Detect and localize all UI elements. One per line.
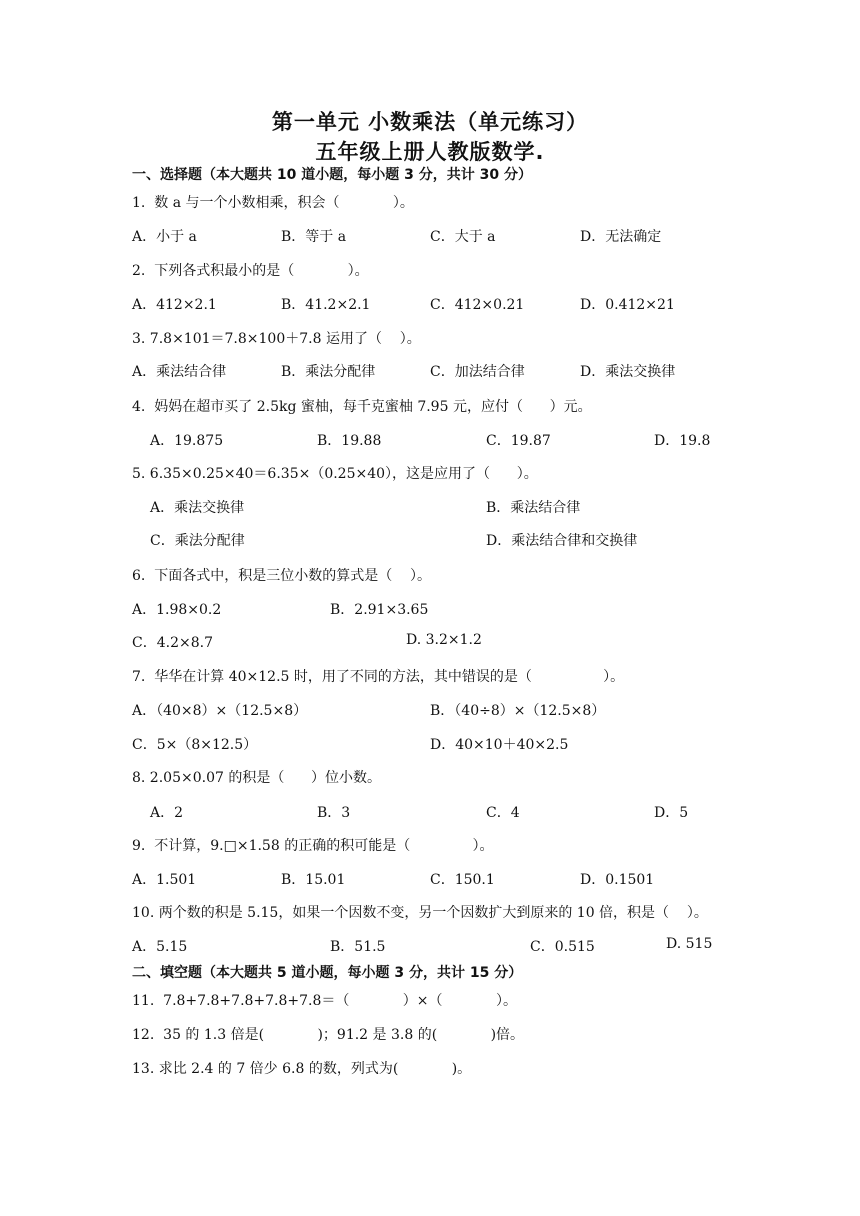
q5-option-c: C．乘法分配律 [150,533,245,549]
q3-option-a: A．乘法结合律 [132,364,227,380]
question-3: 3. 7.8×101＝7.8×100＋7.8 运用了（ ）。 [132,331,421,347]
q6-option-c: C．4.2×8.7 [132,635,213,651]
question-11: 11. 7.8+7.8+7.8+7.8+7.8＝（ ）×（ ）。 [132,993,517,1009]
section-heading-fill: 二、填空题（本大题共 5 道小题，每小题 3 分，共计 15 分） [132,965,523,981]
question-12: 12. 35 的 1.3 倍是( )；91.2 是 3.8 的( )倍。 [132,1027,525,1043]
q2-option-c: C．412×0.21 [430,297,525,313]
q2-option-a: A．412×2.1 [132,297,217,313]
q8-option-c: C．4 [486,805,520,821]
q9-option-b: B．15.01 [281,872,346,888]
question-8: 8. 2.05×0.07 的积是（ ）位小数。 [132,770,382,786]
q1-option-b: B．等于 a [281,229,347,245]
q7-option-d: D．40×10＋40×2.5 [430,737,569,753]
q4-option-b: B．19.88 [317,433,382,449]
q3-option-d: D．乘法交换律 [580,364,676,380]
q3-option-b: B．乘法分配律 [281,364,376,380]
q4-option-d: D．19.8 [654,433,711,449]
question-7: 7. 华华在计算 40×12.5 时，用了不同的方法，其中错误的是（ ）。 [132,669,625,685]
question-1: 1. 数 a 与一个小数相乘，积会（ ）。 [132,195,414,211]
question-5: 5. 6.35×0.25×40＝6.35×（0.25×40），这是应用了（ ）。 [132,466,538,482]
q2-option-b: B．41.2×2.1 [281,297,371,313]
q10-option-b: B．51.5 [330,939,386,955]
q9-option-d: D．0.1501 [580,872,655,888]
q8-option-b: B．3 [317,805,351,821]
q6-option-b: B．2.91×3.65 [330,602,429,618]
q10-option-a: A．5.15 [132,939,188,955]
q9-option-c: C．150.1 [430,872,495,888]
q5-option-a: A．乘法交换律 [150,500,245,516]
q10-option-d: D. 515 [666,936,713,952]
question-13: 13. 求比 2.4 的 7 倍少 6.8 的数，列式为( )。 [132,1061,472,1077]
q5-option-b: B．乘法结合律 [486,500,581,516]
q6-option-a: A．1.98×0.2 [132,602,222,618]
q7-option-b: B．（40÷8）×（12.5×8） [430,703,606,719]
question-6: 6. 下面各式中，积是三位小数的算式是（ ）。 [132,568,432,584]
q8-option-d: D．5 [654,805,689,821]
q1-option-a: A．小于 a [132,229,197,245]
q5-option-d: D．乘法结合律和交换律 [486,533,638,549]
question-4: 4. 妈妈在超市买了 2.5kg 蜜柚，每千克蜜柚 7.95 元，应付（ ）元。 [132,399,592,415]
section-heading-choice: 一、选择题（本大题共 10 道小题，每小题 3 分，共计 30 分） [132,167,532,183]
q6-option-d: D. 3.2×1.2 [406,632,482,648]
q7-option-c: C．5×（8×12.5） [132,737,258,753]
page-title: 第一单元 小数乘法（单元练习） [271,110,589,134]
q1-option-c: C．大于 a [430,229,496,245]
q9-option-a: A．1.501 [132,872,197,888]
question-9: 9. 不计算，9.□×1.58 的正确的积可能是（ ）。 [132,838,494,854]
q4-option-c: C．19.87 [486,433,551,449]
q1-option-d: D．无法确定 [580,229,662,245]
q4-option-a: A．19.875 [150,433,224,449]
page-subtitle: 五年级上册人教版数学. [315,140,545,164]
q10-option-c: C．0.515 [530,939,595,955]
question-2: 2. 下列各式积最小的是（ ）。 [132,263,369,279]
q3-option-c: C．加法结合律 [430,364,525,380]
q7-option-a: A．（40×8）×（12.5×8） [132,703,308,719]
q2-option-d: D．0.412×21 [580,297,675,313]
question-10: 10. 两个数的积是 5.15，如果一个因数不变，另一个因数扩大到原来的 10 倍，积是（ ）。 [132,905,708,921]
q8-option-a: A．2 [150,805,184,821]
